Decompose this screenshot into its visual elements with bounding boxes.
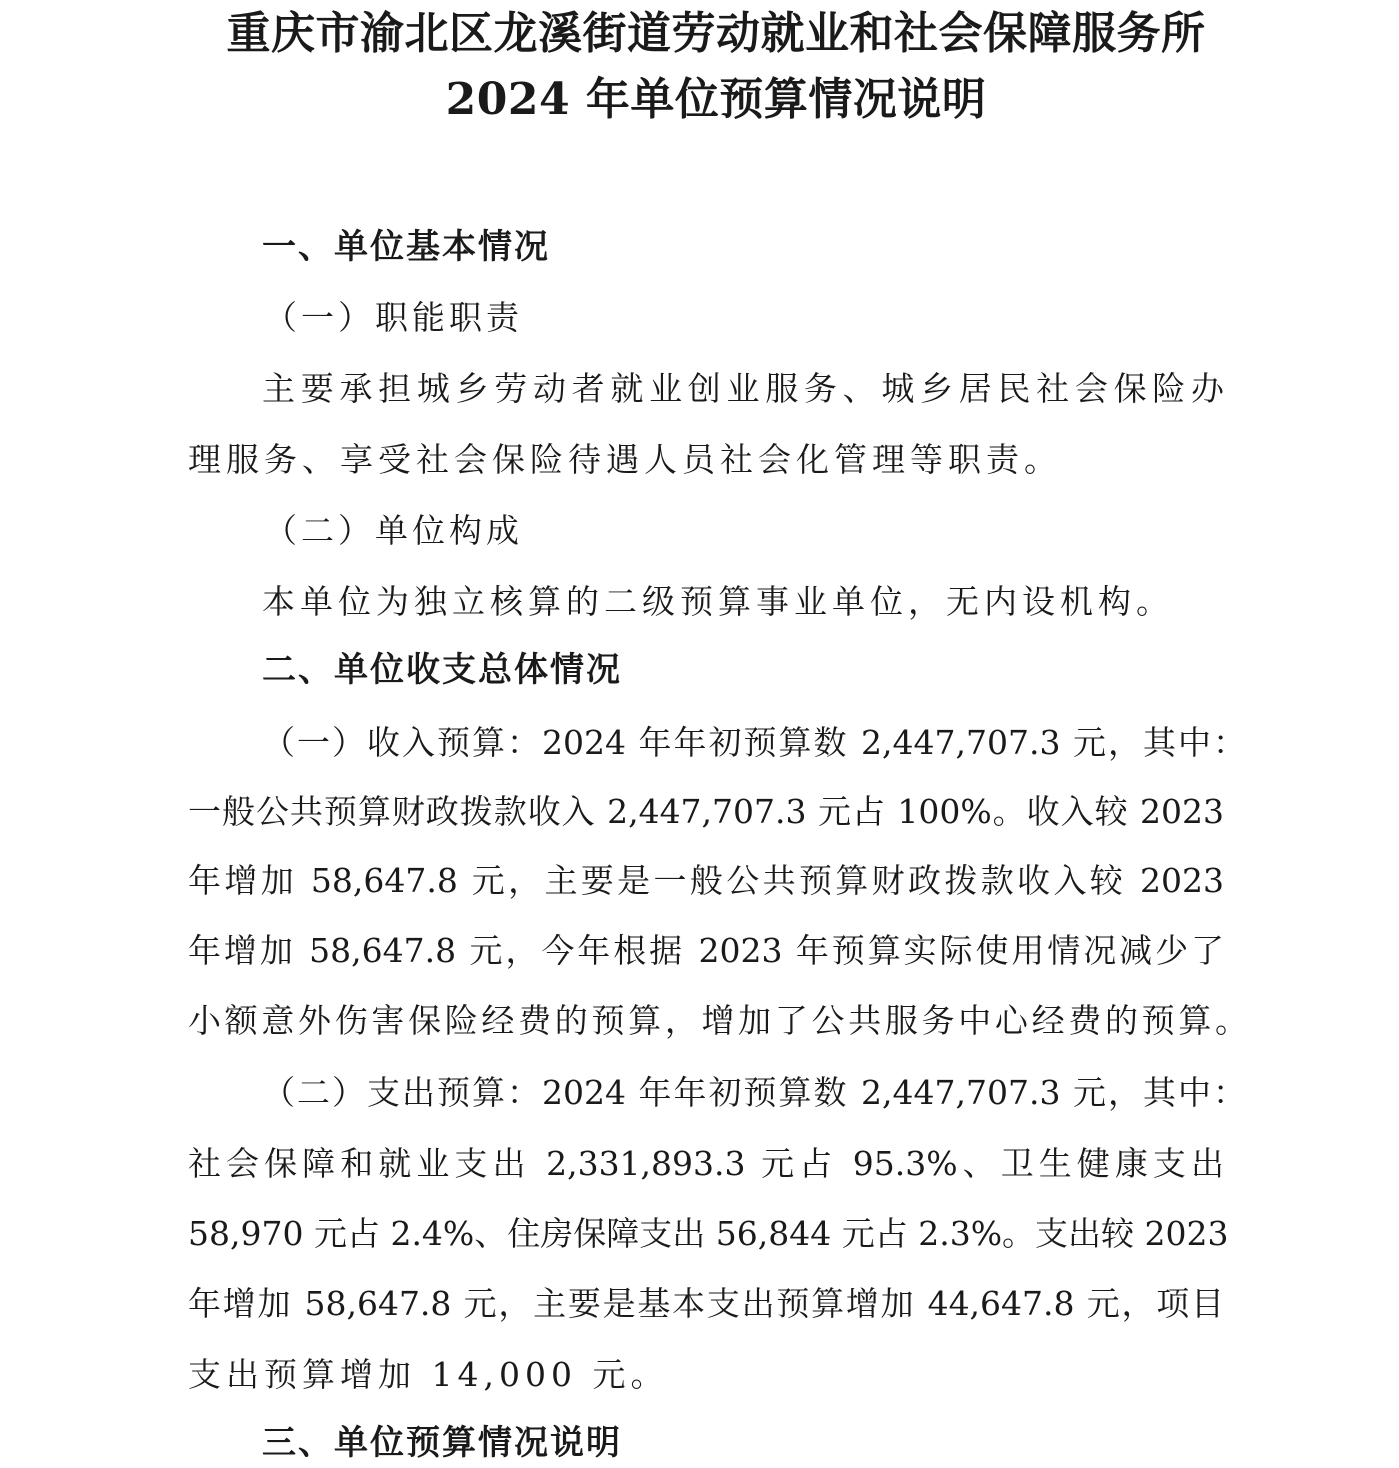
duties-paragraph-line-2: 理服务、享受社会保险待遇人员社会化管理等职责。 [188,440,1062,479]
composition-paragraph-line-1: 本单位为独立核算的二级预算事业单位，无内设机构。 [262,582,1174,621]
expense-paragraph-line-1: （二）支出预算：2024 年年初预算数 2,447,707.3 元，其中： [262,1073,1246,1112]
income-paragraph-line-1: （一）收入预算：2024 年年初预算数 2,447,707.3 元，其中： [262,723,1246,762]
duties-paragraph-line-1: 主要承担城乡劳动者就业创业服务、城乡居民社会保险办 [262,369,1224,408]
section-2-heading: 二、单位收支总体情况 [262,650,622,690]
expense-paragraph-line-4: 年增加 58,647.8 元，主要是基本支出预算增加 44,647.8 元，项目 [188,1284,1224,1323]
expense-paragraph-line-2: 社会保障和就业支出 2,331,893.3 元占 95.3%、卫生健康支出 [188,1144,1224,1183]
document-title-line-1: 重庆市渝北区龙溪街道劳动就业和社会保障服务所 [226,8,1206,59]
section-1-subheading-2: （二）单位构成 [264,511,523,550]
section-1-subheading-1: （一）职能职责 [264,298,523,337]
income-paragraph-line-5: 小额意外伤害保险经费的预算，增加了公共服务中心经费的预算。 [188,1001,1248,1040]
income-paragraph-line-3: 年增加 58,647.8 元，主要是一般公共预算财政拨款收入较 2023 [188,861,1224,900]
expense-paragraph-line-5: 支出预算增加 14,000 元。 [188,1355,669,1394]
income-paragraph-line-2: 一般公共预算财政拨款收入 2,447,707.3 元占 100%。收入较 2023 [188,792,1224,831]
expense-paragraph-line-3: 58,970 元占 2.4%、住房保障支出 56,844 元占 2.3%。支出较 2023 [188,1214,1229,1253]
section-1-heading: 一、单位基本情况 [262,227,550,267]
document-title-line-2: 2024 年单位预算情况说明 [445,74,987,125]
income-paragraph-line-4: 年增加 58,647.8 元，今年根据 2023 年预算实际使用情况减少了 [188,931,1224,970]
section-3-heading: 三、单位预算情况说明 [262,1423,622,1463]
